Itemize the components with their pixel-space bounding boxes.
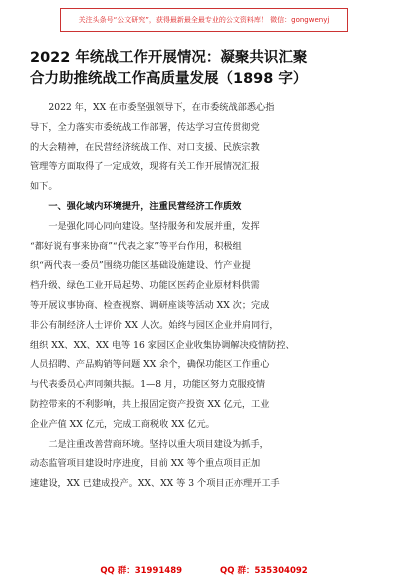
text-line: 的大会精神，在民营经济统战工作、对口支援、民族宗教 [30,141,260,153]
text-line: “都好说有事来协商”“代表之家”等平台作用，积极组 [30,240,242,252]
paragraph-1 [30,217,380,435]
title-line: 2022 年统战工作开展情况：凝聚共识汇聚 [30,50,308,66]
qq-group-2: QQ 群：535304092 [220,566,308,576]
footer-contacts [0,560,408,580]
text-line: 档升级、绿色工业开局起势、功能区医药企业原材料供需 [30,280,260,292]
document-title [30,48,380,90]
text-line: 一是强化同心同向建设。坚持服务和发展并重，发挥 [30,220,260,232]
text-line: 企业产值 XX 亿元，完成工商税收 XX 亿元。 [30,418,215,430]
text-line: 2022 年，XX 在市委坚强领导下，在市委统战部悉心指 [30,102,275,113]
section-heading [30,197,380,217]
text-line: 导下，全力落实市委统战工作部署，传达学习宣传贯彻党 [30,121,260,133]
qq-group-1: QQ 群：31991489 [100,566,183,576]
heading-text: 一、强化域内环境提升，注重民营经济工作质效 [30,200,242,212]
text-line: 管理等方面取得了一定成效，现将有关工作开展情况汇报 [30,161,260,173]
text-line: 与代表委员心声同频共振。1—8 月，功能区努力克服疫情 [30,379,266,391]
text-line: 二是注重改善营商环境。坚持以重大项目建设为抓手， [30,438,269,450]
text-line: 织“两代表一委员”围绕功能区基础设施建设、竹产业提 [30,260,251,272]
document-body [30,98,380,494]
promo-banner: 关注头条号“公文研究”，获得最新最全最专业的公文资料库！ 微信：gongwenyj [60,8,348,32]
paragraph-2 [30,435,380,494]
text-line: 速建设，XX 已建成投产。XX、XX 等 3 个项目正亦理开工手 [30,478,280,490]
intro-paragraph [30,98,380,197]
text-line: 组织 XX、XX、XX 电等 16 家园区企业收集协调解决疫情防控、 [30,339,295,351]
text-line: 防控带来的不利影响，共上报固定资产投资 XX 亿元，工业 [30,398,270,410]
text-line: 如下。 [30,181,58,193]
text-line: 等开展议事协商、检查视察、调研座谈等活动 XX 次；完成 [30,299,270,311]
text-line: 非公有制经济人士评价 XX 人次。始终与园区企业并肩同行， [30,319,279,331]
text-line: 人员招聘、产品购销等问题 XX 余个，确保功能区工作重心 [30,359,270,371]
text-line: 动态监管项目建设时序进度，目前 XX 等个重点项目正加 [30,458,261,470]
title-line: 合力助推统战工作高质量发展（1898 字） [30,71,308,87]
